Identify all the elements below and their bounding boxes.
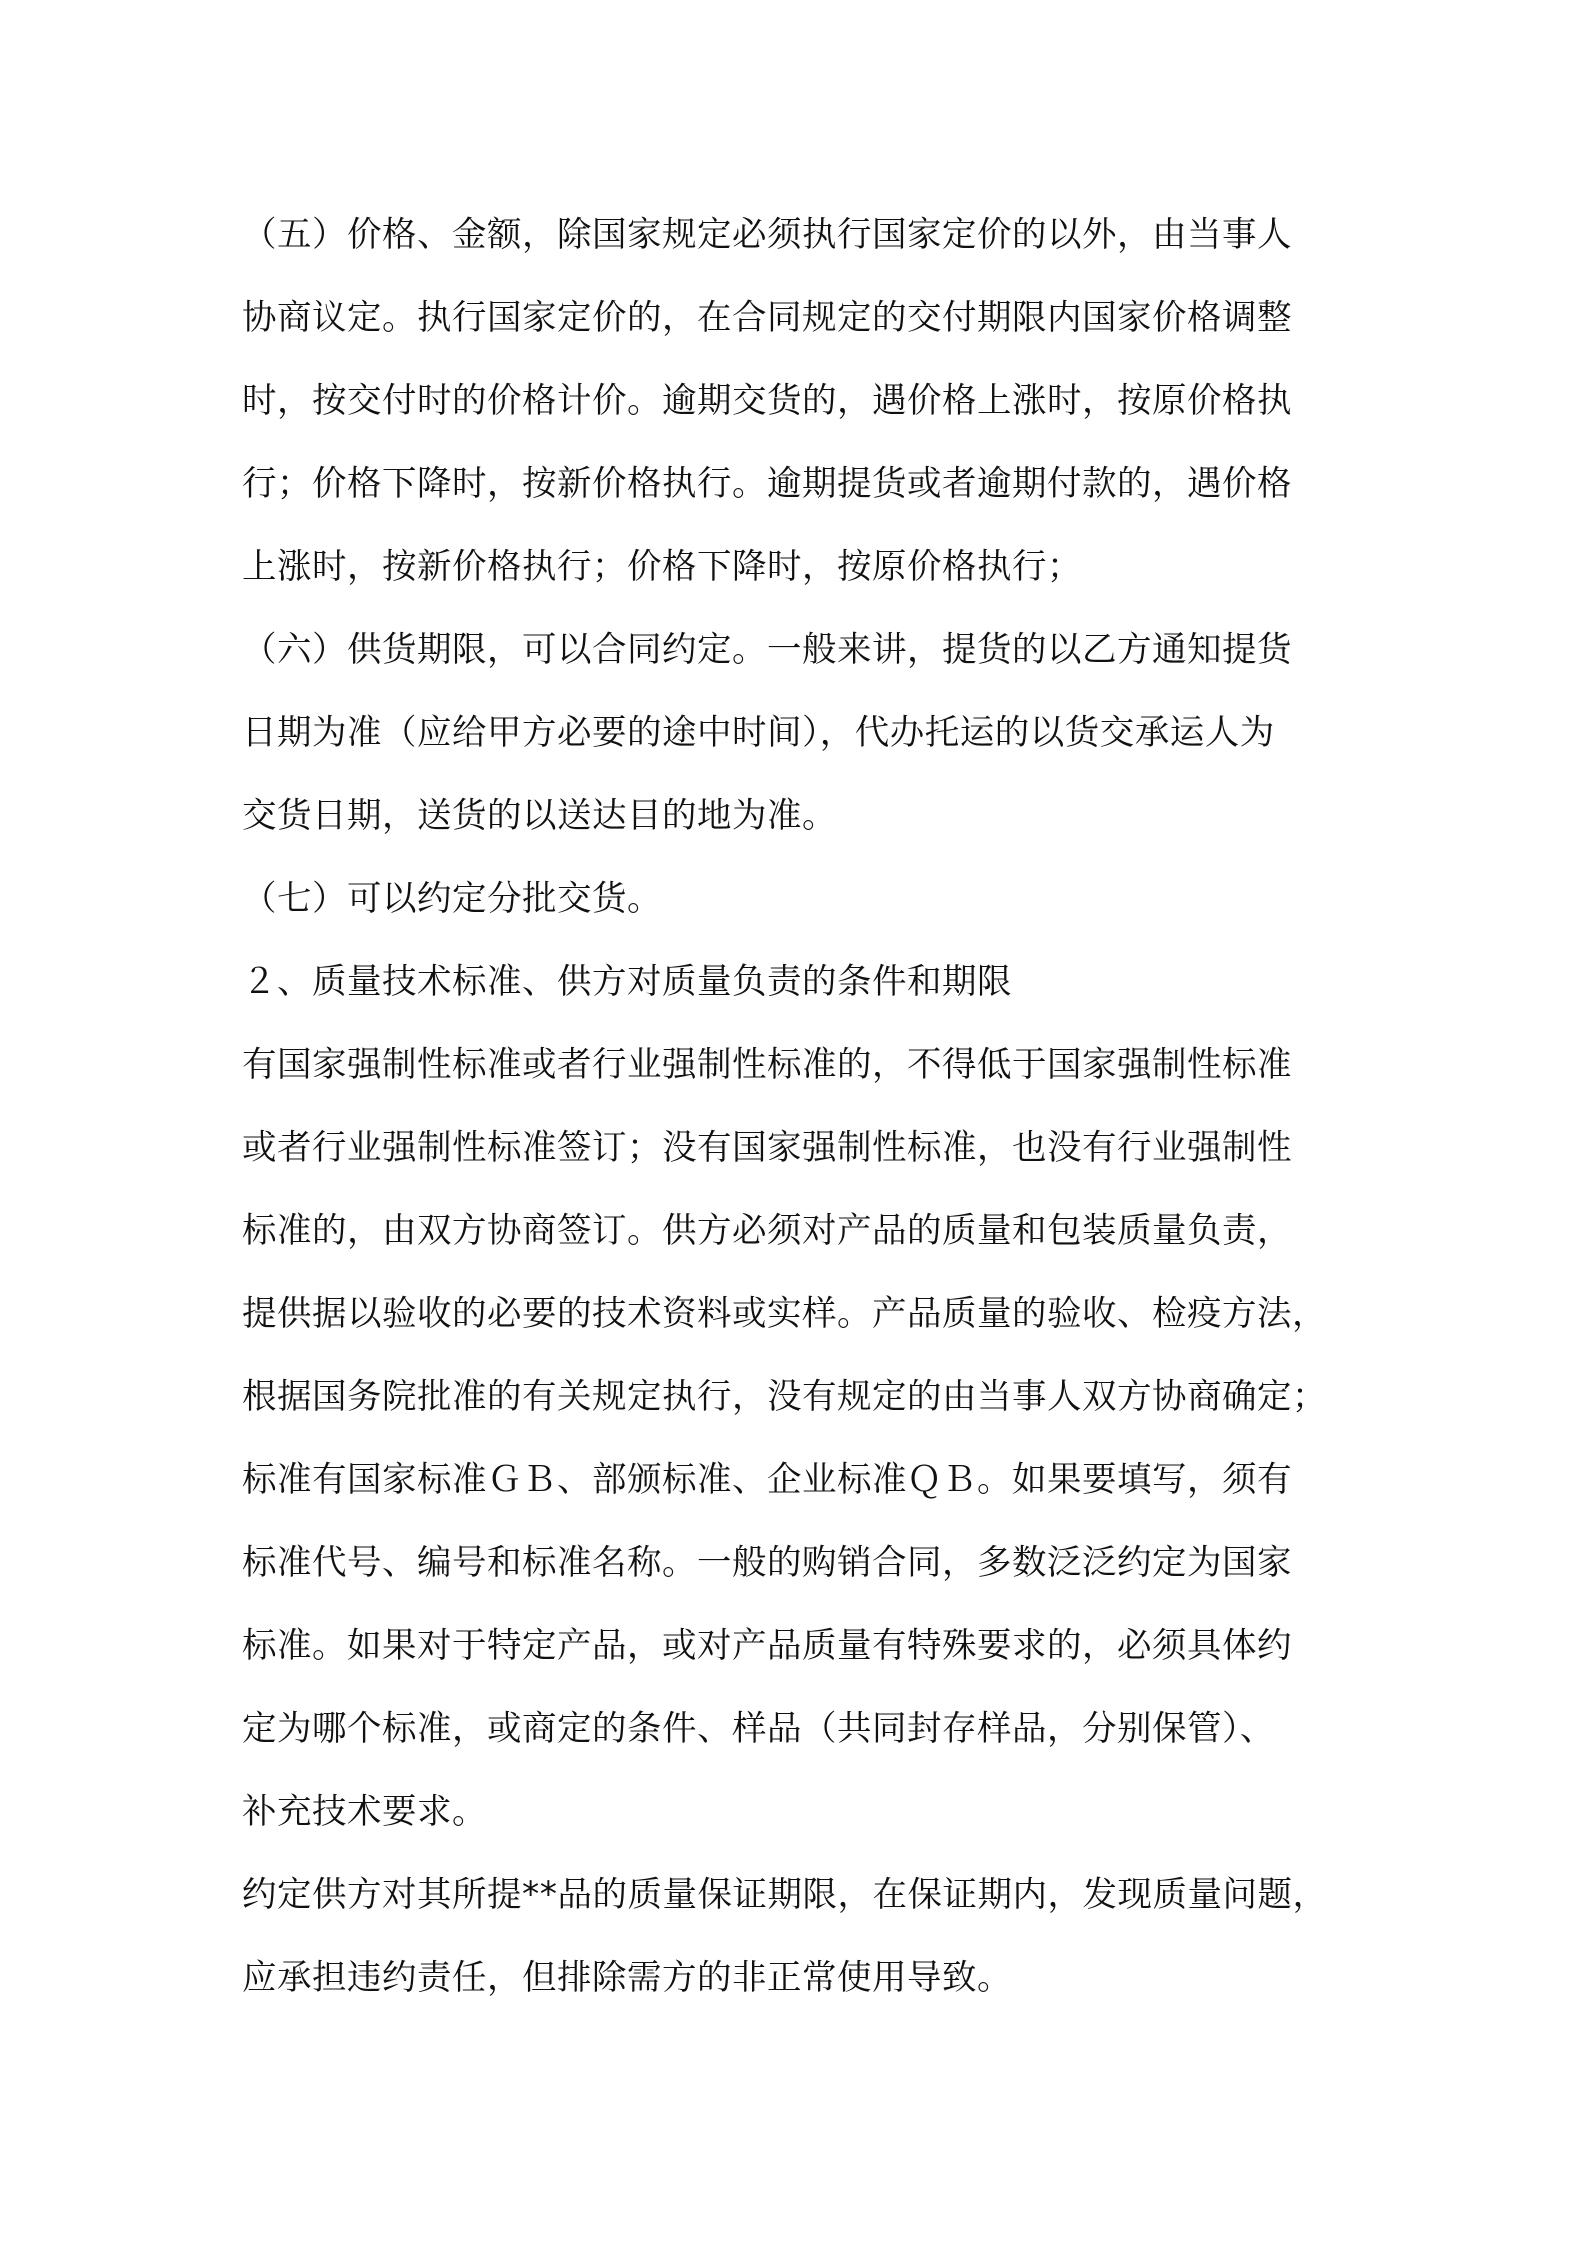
standards-paragraph-line-4: 提供据以验收的必要的技术资料或实样。产品质量的验收、检疫方法， (242, 1294, 1327, 1334)
paragraph-5-line-1: （五）价格、金额，除国家规定必须执行国家定价的以外，由当事人 (242, 215, 1292, 255)
paragraph-5-line-4: 行；价格下降时，按新价格执行。逾期提货或者逾期付款的，遇价格 (242, 464, 1292, 504)
section-2-heading: ２、质量技术标准、供方对质量负责的条件和期限 (242, 962, 1012, 1002)
document-body (242, 194, 1362, 2020)
paragraph-5-line-2: 协商议定。执行国家定价的，在合同规定的交付期限内国家价格调整 (242, 298, 1292, 338)
standards-paragraph-line-8: 标准。如果对于特定产品，或对产品质量有特殊要求的，必须具体约 (242, 1626, 1292, 1666)
standards-paragraph-line-6: 标准有国家标准ＧＢ、部颁标准、企业标准ＱＢ。如果要填写，须有 (242, 1460, 1292, 1500)
paragraph-6-line-3: 交货日期，送货的以送达目的地为准。 (242, 796, 837, 836)
paragraph-6-line-2: 日期为准（应给甲方必要的途中时间），代办托运的以货交承运人为 (242, 713, 1275, 753)
paragraph-7-line-1: （七）可以约定分批交货。 (242, 879, 662, 919)
warranty-paragraph-line-1: 约定供方对其所提**品的质量保证期限，在保证期内，发现质量问题， (242, 1875, 1328, 1915)
standards-paragraph-line-9: 定为哪个标准，或商定的条件、样品（共同封存样品，分别保管）、 (242, 1709, 1275, 1749)
standards-paragraph-line-1: 有国家强制性标准或者行业强制性标准的，不得低于国家强制性标准 (242, 1045, 1292, 1085)
paragraph-5-line-5: 上涨时，按新价格执行；价格下降时，按原价格执行； (242, 547, 1082, 587)
standards-paragraph-line-5: 根据国务院批准的有关规定执行，没有规定的由当事人双方协商确定； (242, 1377, 1327, 1417)
standards-paragraph-line-3: 标准的，由双方协商签订。供方必须对产品的质量和包装质量负责， (242, 1211, 1292, 1251)
standards-paragraph-line-10: 补充技术要求。 (242, 1792, 487, 1832)
warranty-paragraph-line-2: 应承担违约责任，但排除需方的非正常使用导致。 (242, 1958, 1012, 1998)
paragraph-5-line-3: 时，按交付时的价格计价。逾期交货的，遇价格上涨时，按原价格执 (242, 381, 1292, 421)
standards-paragraph-line-2: 或者行业强制性标准签订；没有国家强制性标准，也没有行业强制性 (242, 1128, 1292, 1168)
standards-paragraph-line-7: 标准代号、编号和标准名称。一般的购销合同，多数泛泛约定为国家 (242, 1543, 1292, 1583)
paragraph-6-line-1: （六）供货期限，可以合同约定。一般来讲，提货的以乙方通知提货 (242, 630, 1292, 670)
